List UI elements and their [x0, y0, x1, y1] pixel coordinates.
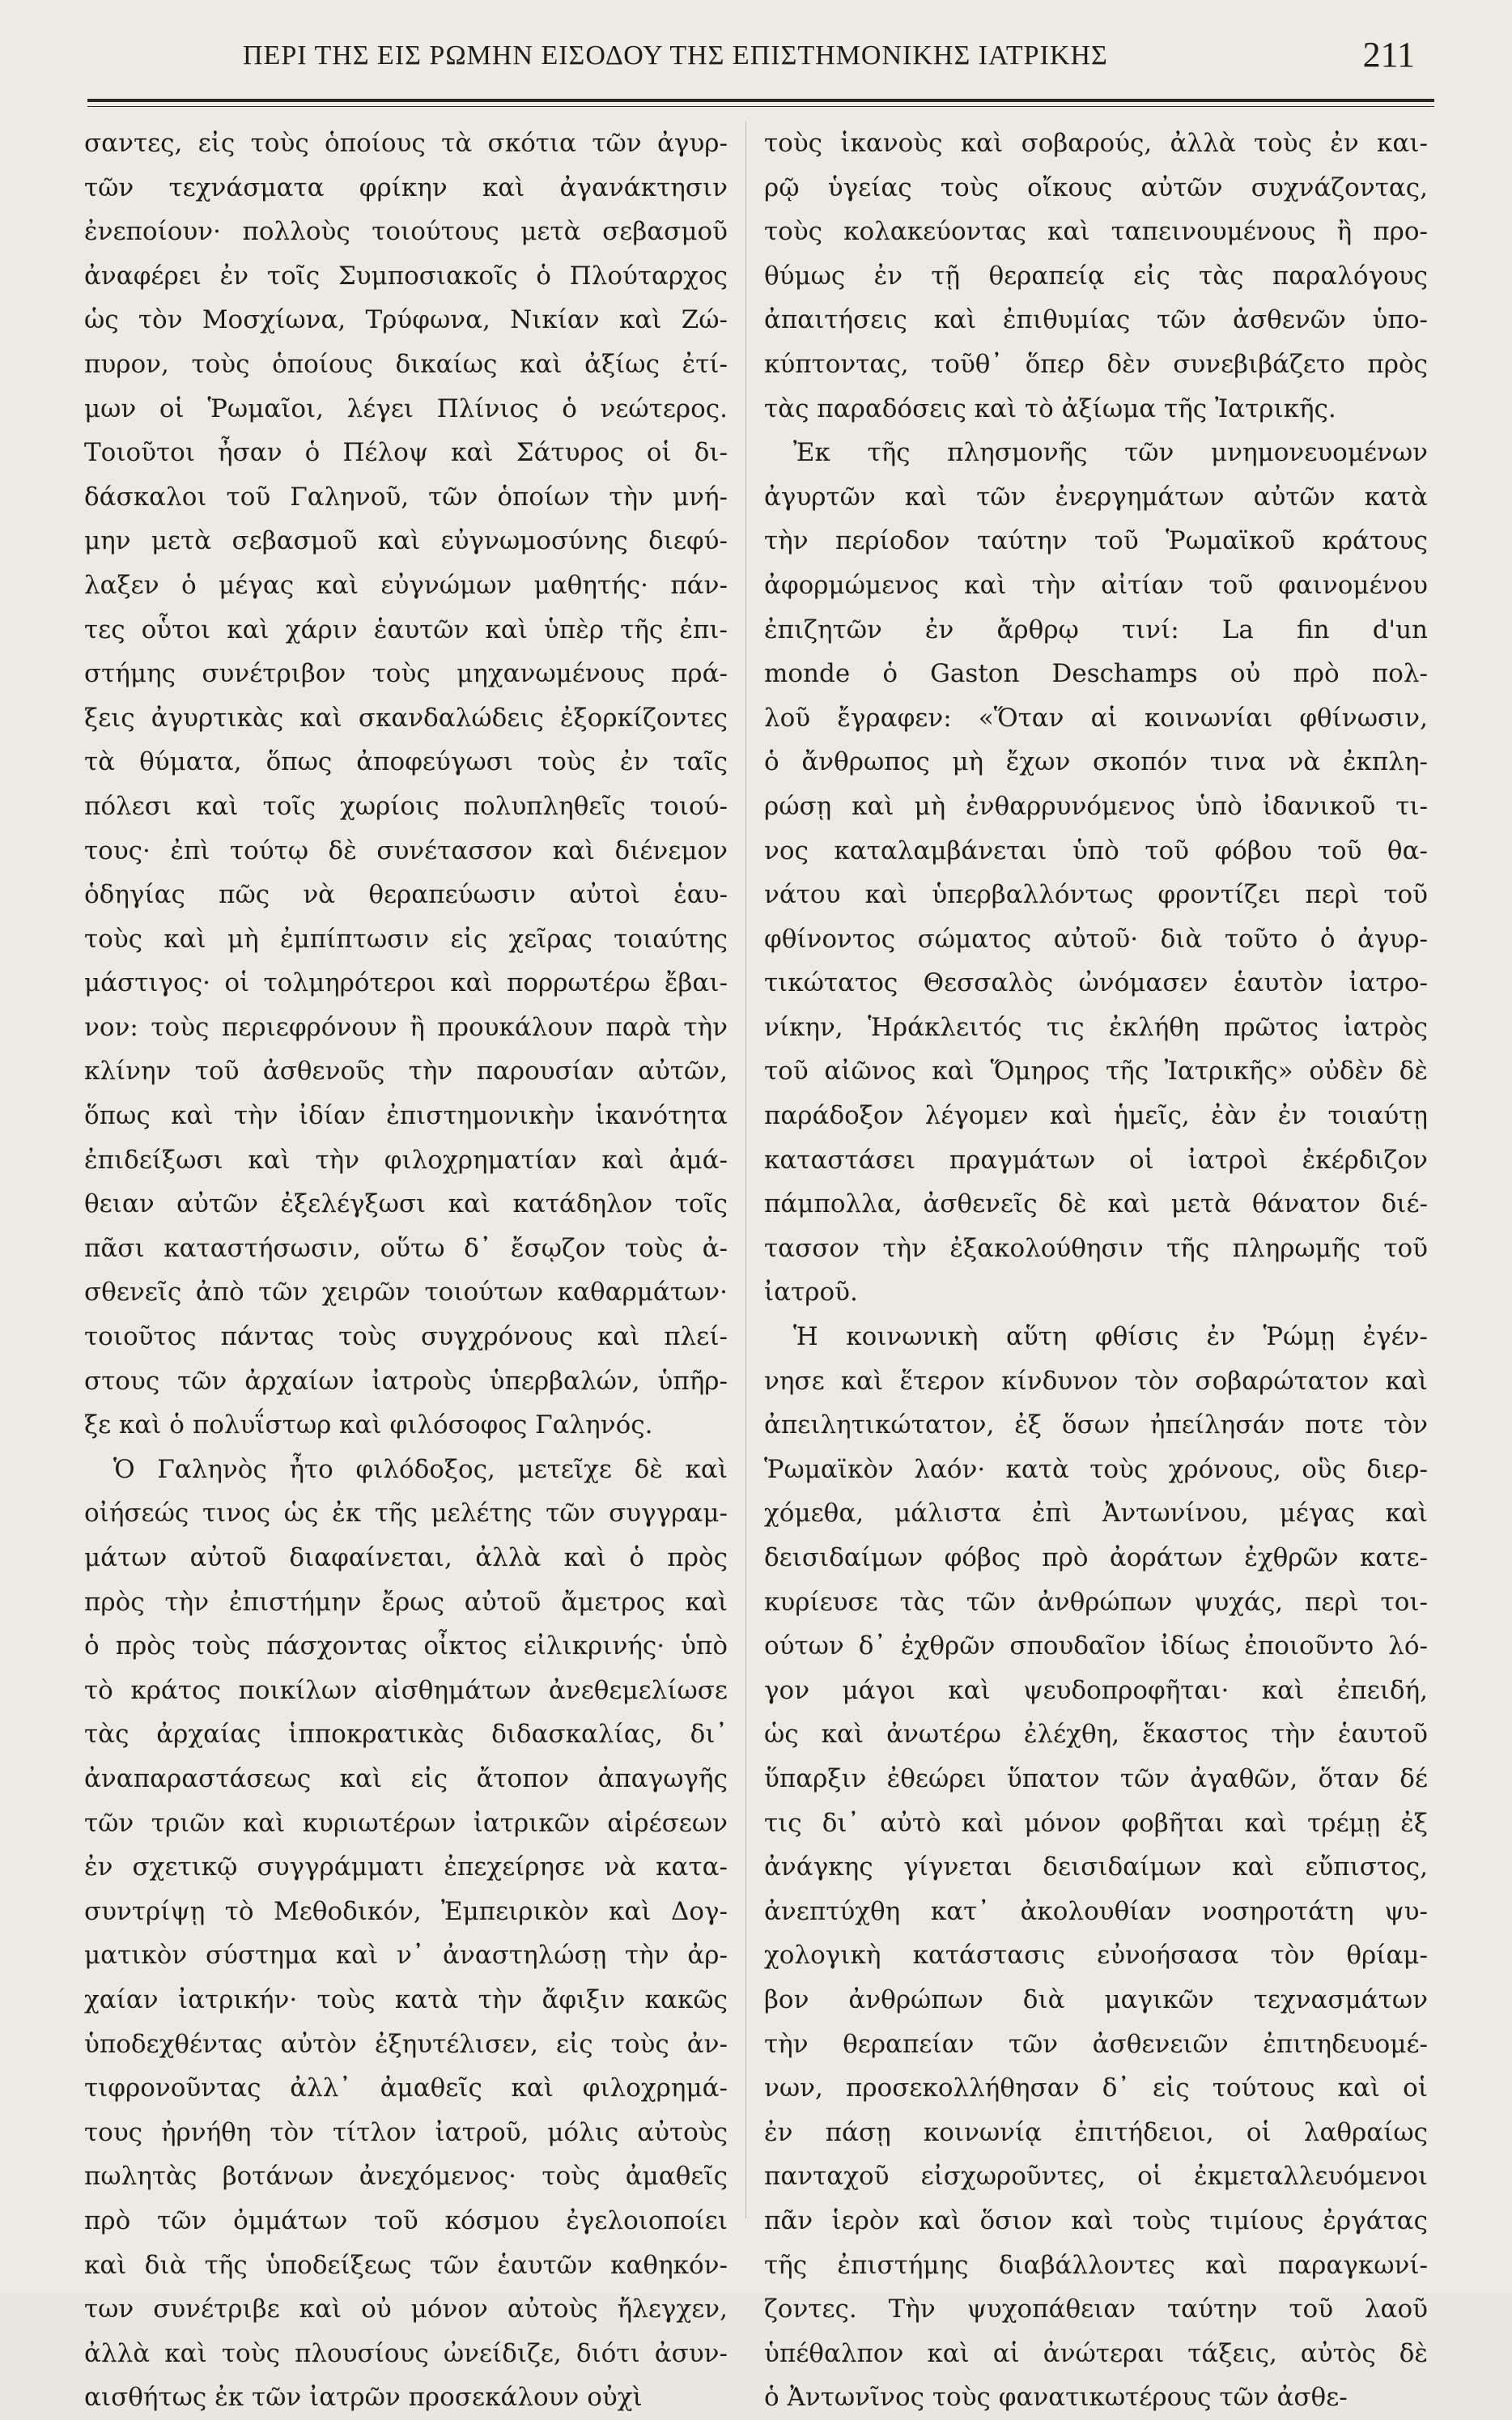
text-line: στους τῶν ἀρχαίων ἰατροὺς ὑπερβαλών, ὑπῆρ- — [84, 1366, 728, 1396]
text-line: μην μετὰ σεβασμοῦ καὶ εὐγνωμοσύνης διεφύ- — [84, 526, 728, 556]
text-line: θύμως ἐν τῇ θεραπείᾳ εἰς τὰς παραλόγους — [764, 261, 1428, 291]
text-line: σαντες, εἰς τοὺς ὁποίους τὰ σκότια τῶν ἀγυρ- — [84, 129, 728, 158]
text-line: πρὸς τὴν ἐπιστήμην ἔρως αὐτοῦ ἄμετρος καὶ — [84, 1587, 728, 1617]
text-line: φθίνοντος σώματος αὐτοῦ· διὰ τοῦτο ὁ ἀγυρ- — [764, 924, 1428, 954]
text-line: ξε καὶ ὁ πολυΐστωρ καὶ φιλόσοφος Γαληνός. — [84, 1410, 653, 1440]
text-line: ρώσῃ καὶ μὴ ἐνθαρρυνόμενος ὑπὸ ἰδανικοῦ τι- — [764, 791, 1428, 821]
text-line: τικώτατος Θεσσαλὸς ὠνόμασεν ἑαυτὸν ἰατρο- — [764, 968, 1428, 998]
text-line: τιφρονοῦντας ἀλλ᾽ ἀμαθεῖς καὶ φιλοχρημά- — [84, 2073, 728, 2103]
text-line: ἀλλὰ καὶ τοὺς πλουσίους ὠνείδιζε, διότι ἀσυν- — [84, 2338, 728, 2368]
text-line: μάστιγος· οἱ τολμηρότεροι καὶ πορρωτέρω ἔβαι- — [84, 968, 728, 998]
text-line: πρὸ τῶν ὀμμάτων τοῦ κόσμου ἐγελοιοποίει — [84, 2205, 728, 2235]
text-line: ἐπιδείξωσι καὶ τὴν φιλοχρηματίαν καὶ ἀμά- — [84, 1145, 728, 1175]
text-line: ἀπαιτήσεις καὶ ἐπιθυμίας τῶν ἀσθενῶν ὑπο- — [764, 305, 1428, 335]
text-line: νον: τοὺς περιεφρόνουν ἢ προυκάλουν παρὰ τὴν — [84, 1012, 728, 1042]
text-line: Ἐκ τῆς πλησμονῆς τῶν μνημονευομένων — [793, 438, 1428, 468]
text-line: ἐνεποίουν· πολλοὺς τοιούτους μετὰ σεβασμοῦ — [84, 217, 728, 247]
text-line: ὡς καὶ ἀνωτέρω ἐλέχθη, ἕκαστος τὴν ἑαυτοῦ — [764, 1720, 1428, 1750]
text-line: τὸ κράτος ποικίλων αἰσθημάτων ἀνεθεμελίωσε — [84, 1675, 728, 1705]
text-line: τις δι᾽ αὐτὸ καὶ μόνον φοβῆται καὶ τρέμῃ ἐξ — [764, 1808, 1428, 1838]
text-line: βον ἀνθρώπων διὰ μαγικῶν τεχνασμάτων — [764, 1984, 1428, 2014]
running-title: ΠΕΡΙ ΤΗΣ ΕΙΣ ΡΩΜΗΝ ΕΙΣΟΔΟΥ ΤΗΣ ΕΠΙΣΤΗΜΟΝΙΚΗΣ ΙΑΤΡΙΚΗΣ — [243, 40, 1108, 70]
text-line: νίκην, Ἡράκλειτός τις ἐκλήθη πρῶτος ἰατρὸς — [764, 1012, 1428, 1042]
text-line: τῆς ἐπιστήμης διαβάλλοντες καὶ παραγκωνί- — [764, 2250, 1428, 2280]
text-line: ὑπέθαλπον καὶ αἱ ἀνώτεραι τάξεις, αὐτὸς δὲ — [764, 2338, 1428, 2368]
text-line: νάτου καὶ ὑπερβαλλόντως φροντίζει περὶ τοῦ — [764, 880, 1428, 910]
left-text-column — [84, 121, 728, 2420]
text-line: τοὺς κολακεύοντας καὶ ταπεινουμένους ἢ προ- — [764, 217, 1428, 247]
text-line: ρῷ ὑγείας τοὺς οἴκους αὐτῶν συχνάζοντας, — [764, 172, 1428, 202]
text-line: ὁ ἄνθρωπος μὴ ἔχων σκοπόν τινα νὰ ἐκπλη- — [764, 747, 1428, 777]
text-line: monde ὁ Gaston Deschamps οὐ πρὸ πολ- — [764, 659, 1428, 689]
text-line: ἰατροῦ. — [764, 1278, 858, 1308]
text-line: ὕπαρξιν ἐθεώρει ὕπατον τῶν ἀγαθῶν, ὅταν δέ — [764, 1763, 1428, 1793]
text-line: ἐπιζητῶν ἐν ἄρθρῳ τινί: La fin d'un — [764, 615, 1428, 644]
text-line: τασσον τὴν ἐξακολούθησιν τῆς πληρωμῆς τοῦ — [764, 1233, 1428, 1263]
text-line: ἀγυρτῶν καὶ τῶν ἐνεργημάτων αὐτῶν κατὰ — [764, 482, 1428, 512]
text-line: τὰς παραδόσεις καὶ τὸ ἀξίωμα τῆς Ἰατρικῆς. — [764, 393, 1336, 423]
text-line: Ὁ Γαληνὸς ἦτο φιλόδοξος, μετεῖχε δὲ καὶ — [113, 1454, 728, 1484]
header-rule-thin — [87, 106, 1434, 107]
text-line: ἀφορμώμενος καὶ τὴν αἰτίαν τοῦ φαινομένου — [764, 570, 1428, 600]
right-text-column — [764, 121, 1428, 2420]
text-line: ἐν σχετικῷ συγγράμματι ἐπεχείρησε νὰ κατα- — [84, 1852, 728, 1882]
text-line: τοὺς καὶ μὴ ἐμπίπτωσιν εἰς χεῖρας τοιαύτης — [84, 924, 728, 954]
text-line: ἀναπαραστάσεως καὶ εἰς ἄτοπον ἀπαγωγῆς — [84, 1763, 728, 1793]
text-line: τῶν τριῶν καὶ κυριωτέρων ἰατρικῶν αἱρέσεων — [84, 1808, 728, 1838]
text-line: κλίνην τοῦ ἀσθενοῦς τὴν παρουσίαν αὐτῶν, — [84, 1057, 728, 1087]
text-line: ἐν πάσῃ κοινωνίᾳ ἐπιτήδειοι, οἱ λαθραίως — [764, 2117, 1428, 2147]
text-line: δάσκαλοι τοῦ Γαληνοῦ, τῶν ὁποίων τὴν μνή- — [84, 482, 728, 512]
text-line: σθενεῖς ἀπὸ τῶν χειρῶν τοιούτων καθαρμάτων· — [84, 1278, 728, 1308]
text-line: ὁδηγίας πῶς νὰ θεραπεύωσιν αὐτοὶ ἑαυ- — [84, 880, 728, 910]
text-line: νων, προσεκολλήθησαν δ᾽ εἰς τούτους καὶ οἱ — [764, 2073, 1428, 2103]
text-line: γον μάγοι καὶ ψευδοπροφῆται· καὶ ἐπειδή, — [764, 1675, 1428, 1705]
text-line: νησε καὶ ἕτερον κίνδυνον τὸν σοβαρώτατον καὶ — [764, 1366, 1428, 1396]
text-line: μάτων αὐτοῦ διαφαίνεται, ἀλλὰ καὶ ὁ πρὸς — [84, 1543, 728, 1572]
text-line: ἀναφέρει ἐν τοῖς Συμποσιακοῖς ὁ Πλούταρχος — [84, 261, 728, 291]
text-line: χόμεθα, μάλιστα ἐπὶ Ἀντωνίνου, μέγας καὶ — [764, 1499, 1428, 1529]
text-line: καταστάσει πραγμάτων οἱ ἰατροὶ ἐκέρδιζον — [764, 1145, 1428, 1175]
column-divider — [745, 121, 746, 2218]
text-line: οἰήσεώς τινος ὡς ἐκ τῆς μελέτης τῶν συγγραμ- — [84, 1499, 728, 1529]
text-line: στήμης συνέτριβον τοὺς μηχανωμένους πρά- — [84, 659, 728, 689]
text-line: πωλητὰς βοτάνων ἀνεχόμενος· τοὺς ἀμαθεῖς — [84, 2162, 728, 2192]
text-line: τους· ἐπὶ τούτῳ δὲ συνέτασσον καὶ διένεμον — [84, 836, 728, 866]
text-line: τοῦ αἰῶνος καὶ Ὅμηρος τῆς Ἰατρικῆς» οὐδὲν δὲ — [764, 1057, 1428, 1087]
text-line: καὶ διὰ τῆς ὑποδείξεως τῶν ἑαυτῶν καθηκόν- — [84, 2250, 728, 2280]
page-number: 211 — [1362, 35, 1415, 74]
text-line: αισθήτως ἐκ τῶν ἰατρῶν προσεκάλουν οὐχὶ — [84, 2383, 643, 2413]
text-line: ὡς τὸν Μοσχίωνα, Τρύφωνα, Νικίαν καὶ Ζώ- — [84, 305, 728, 335]
text-line: Ἡ κοινωνικὴ αὕτη φθίσις ἐν Ῥώμῃ ἐγέν- — [793, 1322, 1428, 1352]
text-line: ὑποδεχθέντας αὐτὸν ἐξηυτέλισεν, εἰς τοὺς ἀν- — [84, 2029, 728, 2059]
text-line: τὴν περίοδον ταύτην τοῦ Ῥωμαϊκοῦ κράτους — [764, 526, 1428, 556]
text-line: Τοιοῦτοι ἦσαν ὁ Πέλοψ καὶ Σάτυρος οἱ δι- — [84, 438, 728, 468]
text-line: λαξεν ὁ μέγας καὶ εὐγνώμων μαθητής· πάν- — [84, 570, 728, 600]
text-line: πυρον, τοὺς ὁποίους δικαίως καὶ ἀξίως ἐτί- — [84, 349, 728, 379]
text-line: Ῥωμαϊκὸν λαόν· κατὰ τοὺς χρόνους, οὓς διερ- — [764, 1454, 1428, 1484]
text-line: τὰ θύματα, ὅπως ἀποφεύγωσι τοὺς ἐν ταῖς — [84, 747, 728, 777]
text-line: πᾶν ἱερὸν καὶ ὅσιον καὶ τοὺς τιμίους ἐργάτας — [764, 2205, 1428, 2235]
text-line: χαίαν ἰατρικήν· τοὺς κατὰ τὴν ἄφιξιν κακῶς — [84, 1984, 728, 2014]
text-line: ματικὸν σύστημα καὶ ν᾽ ἀναστηλώσῃ τὴν ἀρ- — [84, 1941, 728, 1971]
text-line: ἀνάγκης γίγνεται δεισιδαίμων καὶ εὔπιστος, — [764, 1852, 1428, 1882]
running-head — [73, 23, 1431, 79]
text-line: νος καταλαμβάνεται ὑπὸ τοῦ φόβου τοῦ θα- — [764, 836, 1428, 866]
text-line: ζοντες. Τὴν ψυχοπάθειαν ταύτην τοῦ λαοῦ — [764, 2295, 1428, 2324]
text-line: δεισιδαίμων φόβος πρὸ ἀοράτων ἐχθρῶν κατε- — [764, 1543, 1428, 1572]
text-line: πόλεσι καὶ τοῖς χωρίοις πολυπληθεῖς τοιού- — [84, 791, 728, 821]
text-line: ούτων δ᾽ ἐχθρῶν σπουδαῖον ἰδίως ἐποιοῦντο λό- — [764, 1631, 1428, 1661]
text-line: ἀνεπτύχθη κατ᾽ ἀκολουθίαν νοσηροτάτη ψυ- — [764, 1896, 1428, 1926]
text-line: τὰς ἀρχαίας ἱπποκρατικὰς διδασκαλίας, δι᾽ — [84, 1720, 728, 1750]
text-line: πᾶσι καταστήσωσιν, οὕτω δ᾽ ἔσῳζον τοὺς ἀ- — [84, 1233, 728, 1263]
text-line: ὅπως καὶ τὴν ἰδίαν ἐπιστημονικὴν ἱκανότητα — [84, 1101, 728, 1131]
text-line: τους ἠρνήθη τὸν τίτλον ἰατροῦ, μόλις αὐτοὺς — [84, 2117, 728, 2147]
text-line: χολογικὴ κατάστασις εὐνοήσασα τὸν θρίαμ- — [764, 1941, 1428, 1971]
text-line: θειαν αὐτῶν ἐξελέγξωσι καὶ κατάδηλον τοῖς — [84, 1189, 728, 1219]
text-line: παράδοξον λέγομεν καὶ ἡμεῖς, ἐὰν ἐν τοιαύτῃ — [764, 1101, 1428, 1131]
text-line: τοιοῦτος πάντας τοὺς συγχρόνους καὶ πλεί- — [84, 1322, 728, 1352]
text-line: ὁ Ἀντωνῖνος τοὺς φανατικωτέρους τῶν ἀσθε- — [764, 2383, 1348, 2413]
text-line: τες οὗτοι καὶ χάριν ἑαυτῶν καὶ ὑπὲρ τῆς ἐπι- — [84, 615, 728, 644]
text-line: κυρίευσε τὰς τῶν ἀνθρώπων ψυχάς, περὶ τοι- — [764, 1587, 1428, 1617]
text-line: πάμπολλα, ἀσθενεῖς δὲ καὶ μετὰ θάνατον διέ- — [764, 1189, 1428, 1219]
text-line: πανταχοῦ εἰσχωροῦντες, οἱ ἐκμεταλλευόμενοι — [764, 2162, 1428, 2192]
text-line: των συνέτριβε καὶ οὐ μόνον αὐτοὺς ἤλεγχεν, — [84, 2295, 728, 2324]
text-line: μων οἱ Ῥωμαῖοι, λέγει Πλίνιος ὁ νεώτερος. — [84, 393, 728, 423]
text-line: κύπτοντας, τοῦθ᾽ ὅπερ δὲν συνεβιβάζετο πρὸς — [764, 349, 1428, 379]
text-line: ἀπειλητικώτατον, ἐξ ὅσων ἠπείλησάν ποτε τὸν — [764, 1410, 1428, 1440]
text-line: λοῦ ἔγραφεν: «Ὅταν αἱ κοινωνίαι φθίνωσιν, — [764, 703, 1428, 733]
header-rule-thick — [87, 99, 1434, 102]
text-line: ξεις ἀγυρτικὰς καὶ σκανδαλώδεις ἐξορκίζοντες — [84, 703, 728, 733]
text-line: συντρίψῃ τὸ Μεθοδικόν, Ἐμπειρικὸν καὶ Δογ- — [84, 1896, 728, 1926]
text-line: τῶν τεχνάσματα φρίκην καὶ ἀγανάκτησιν — [84, 172, 728, 202]
text-line: τοὺς ἱκανοὺς καὶ σοβαρούς, ἀλλὰ τοὺς ἐν και- — [764, 129, 1428, 158]
text-line: τὴν θεραπείαν τῶν ἀσθενειῶν ἐπιτηδευομέ- — [764, 2029, 1428, 2059]
text-line: ὁ πρὸς τοὺς πάσχοντας οἶκτος εἰλικρινής· ὑπὸ — [84, 1631, 728, 1661]
